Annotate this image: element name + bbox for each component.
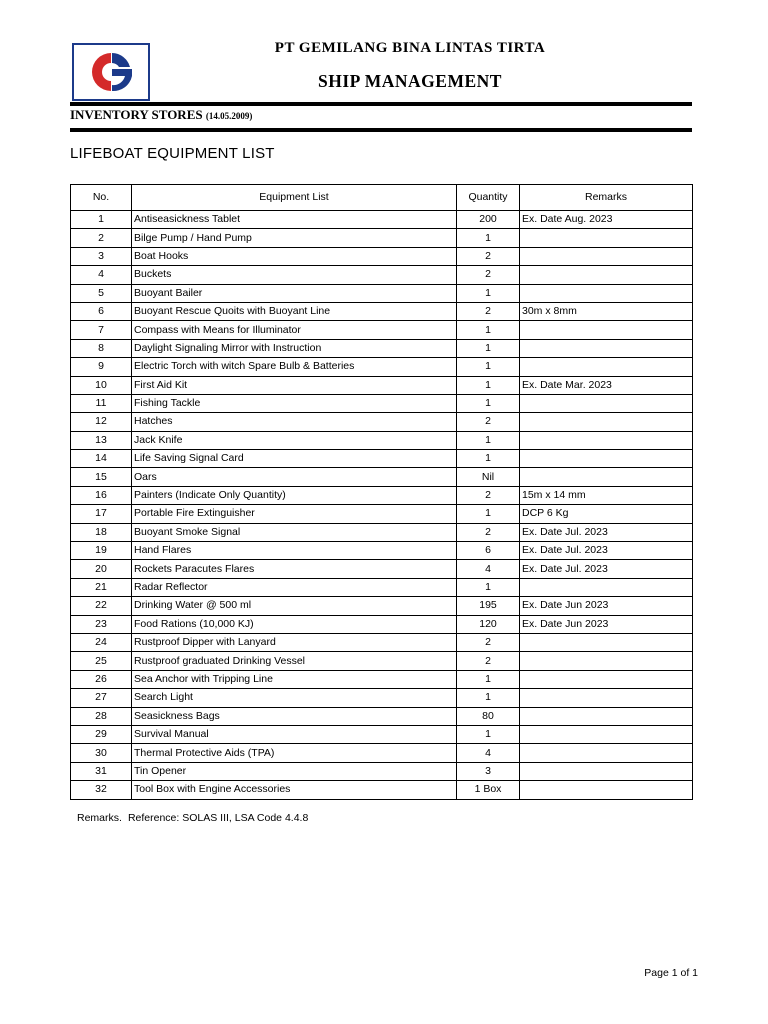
cell-remarks <box>520 394 693 412</box>
header-remarks: Remarks <box>520 185 693 211</box>
cell-quantity: 1 <box>457 229 520 247</box>
cell-no: 11 <box>71 394 132 412</box>
cell-quantity: 2 <box>457 486 520 504</box>
cell-quantity: 200 <box>457 211 520 229</box>
cell-quantity: 195 <box>457 597 520 615</box>
cell-quantity: 4 <box>457 560 520 578</box>
cell-equipment: Antiseasickness Tablet <box>132 211 457 229</box>
cell-equipment: Drinking Water @ 500 ml <box>132 597 457 615</box>
table-body <box>71 211 693 800</box>
cell-no: 19 <box>71 542 132 560</box>
inventory-heading <box>70 107 252 123</box>
cell-no: 15 <box>71 468 132 486</box>
remarks-note <box>77 812 308 824</box>
table-row <box>71 339 693 357</box>
cell-equipment: Bilge Pump / Hand Pump <box>132 229 457 247</box>
table-row <box>71 542 693 560</box>
cell-remarks <box>520 468 693 486</box>
cell-quantity: 2 <box>457 247 520 265</box>
cell-no: 17 <box>71 505 132 523</box>
cell-remarks <box>520 266 693 284</box>
cell-equipment: Compass with Means for Illuminator <box>132 321 457 339</box>
inventory-date: (14.05.2009) <box>205 111 253 121</box>
header-quantity: Quantity <box>457 185 520 211</box>
cell-quantity: 1 <box>457 339 520 357</box>
cell-no: 25 <box>71 652 132 670</box>
cell-quantity: 2 <box>457 302 520 320</box>
cell-equipment: Hand Flares <box>132 542 457 560</box>
cell-quantity: 1 <box>457 321 520 339</box>
cell-remarks <box>520 725 693 743</box>
table-row <box>71 247 693 265</box>
cell-no: 32 <box>71 781 132 799</box>
company-name: PT GEMILANG BINA LINTAS TIRTA <box>274 40 546 56</box>
cell-equipment: Boat Hooks <box>132 247 457 265</box>
cell-equipment: Jack Knife <box>132 431 457 449</box>
table-row <box>71 505 693 523</box>
cell-no: 22 <box>71 597 132 615</box>
cell-equipment: Survival Manual <box>132 725 457 743</box>
document-title: LIFEBOAT EQUIPMENT LIST <box>70 145 275 162</box>
table-row <box>71 725 693 743</box>
cell-remarks: DCP 6 Kg <box>520 505 693 523</box>
cell-no: 30 <box>71 744 132 762</box>
cell-remarks <box>520 633 693 651</box>
cell-quantity: 1 <box>457 725 520 743</box>
table-row <box>71 486 693 504</box>
table-row <box>71 707 693 725</box>
company-logo <box>72 43 150 101</box>
cell-quantity: 120 <box>457 615 520 633</box>
table-row <box>71 394 693 412</box>
cell-equipment: First Aid Kit <box>132 376 457 394</box>
cell-no: 5 <box>71 284 132 302</box>
cell-equipment: Oars <box>132 468 457 486</box>
cell-remarks <box>520 413 693 431</box>
cell-remarks: Ex. Date Aug. 2023 <box>520 211 693 229</box>
cell-quantity: 1 <box>457 284 520 302</box>
table-row <box>71 431 693 449</box>
cell-remarks <box>520 247 693 265</box>
table-row <box>71 376 693 394</box>
division-name: SHIP MANAGEMENT <box>318 71 502 91</box>
table-row <box>71 284 693 302</box>
cell-no: 23 <box>71 615 132 633</box>
cell-quantity: 6 <box>457 542 520 560</box>
table-row <box>71 211 693 229</box>
cell-equipment: Hatches <box>132 413 457 431</box>
cell-quantity: 1 <box>457 505 520 523</box>
cell-equipment: Portable Fire Extinguisher <box>132 505 457 523</box>
cell-equipment: Rustproof graduated Drinking Vessel <box>132 652 457 670</box>
cell-quantity: 2 <box>457 266 520 284</box>
cell-equipment: Buoyant Bailer <box>132 284 457 302</box>
table-row <box>71 468 693 486</box>
header-rule-bottom <box>70 128 692 132</box>
cell-quantity: Nil <box>457 468 520 486</box>
cell-remarks: Ex. Date Mar. 2023 <box>520 376 693 394</box>
table-row <box>71 358 693 376</box>
cell-equipment: Buoyant Rescue Quoits with Buoyant Line <box>132 302 457 320</box>
cell-no: 13 <box>71 431 132 449</box>
equipment-table <box>70 184 693 800</box>
cell-remarks <box>520 578 693 596</box>
cell-quantity: 80 <box>457 707 520 725</box>
cell-no: 7 <box>71 321 132 339</box>
cell-no: 6 <box>71 302 132 320</box>
cell-equipment: Buoyant Smoke Signal <box>132 523 457 541</box>
table-row <box>71 597 693 615</box>
cell-equipment: Radar Reflector <box>132 578 457 596</box>
company-g-logo-icon <box>74 45 148 99</box>
cell-remarks <box>520 339 693 357</box>
cell-equipment: Tin Opener <box>132 762 457 780</box>
cell-remarks <box>520 450 693 468</box>
cell-remarks <box>520 762 693 780</box>
cell-quantity: 1 <box>457 358 520 376</box>
cell-no: 14 <box>71 450 132 468</box>
header-no: No. <box>71 185 132 211</box>
cell-no: 1 <box>71 211 132 229</box>
cell-equipment: Search Light <box>132 689 457 707</box>
cell-quantity: 1 <box>457 431 520 449</box>
cell-no: 31 <box>71 762 132 780</box>
cell-quantity: 1 <box>457 670 520 688</box>
table-row <box>71 560 693 578</box>
table-row <box>71 652 693 670</box>
table-row <box>71 266 693 284</box>
table-row <box>71 523 693 541</box>
cell-remarks <box>520 321 693 339</box>
table-row <box>71 633 693 651</box>
table-row <box>71 670 693 688</box>
table-row <box>71 689 693 707</box>
cell-remarks <box>520 689 693 707</box>
cell-no: 26 <box>71 670 132 688</box>
table-row <box>71 781 693 799</box>
cell-equipment: Buckets <box>132 266 457 284</box>
cell-no: 12 <box>71 413 132 431</box>
cell-equipment: Food Rations (10,000 KJ) <box>132 615 457 633</box>
cell-remarks: Ex. Date Jun 2023 <box>520 597 693 615</box>
table-row <box>71 578 693 596</box>
cell-no: 28 <box>71 707 132 725</box>
cell-no: 3 <box>71 247 132 265</box>
remarks-text: Reference: SOLAS III, LSA Code 4.4.8 <box>127 812 309 824</box>
cell-remarks: Ex. Date Jun 2023 <box>520 615 693 633</box>
cell-no: 24 <box>71 633 132 651</box>
header-rule-top <box>70 102 692 106</box>
table-row <box>71 450 693 468</box>
cell-equipment: Rockets Paracutes Flares <box>132 560 457 578</box>
cell-equipment: Painters (Indicate Only Quantity) <box>132 486 457 504</box>
table-row <box>71 229 693 247</box>
cell-remarks: 30m x 8mm <box>520 302 693 320</box>
cell-remarks <box>520 358 693 376</box>
cell-quantity: 1 <box>457 450 520 468</box>
cell-no: 4 <box>71 266 132 284</box>
cell-remarks: 15m x 14 mm <box>520 486 693 504</box>
cell-quantity: 2 <box>457 523 520 541</box>
cell-remarks <box>520 431 693 449</box>
cell-no: 27 <box>71 689 132 707</box>
table-row <box>71 615 693 633</box>
cell-equipment: Seasickness Bags <box>132 707 457 725</box>
cell-quantity: 1 <box>457 689 520 707</box>
cell-no: 21 <box>71 578 132 596</box>
cell-no: 18 <box>71 523 132 541</box>
cell-no: 16 <box>71 486 132 504</box>
cell-remarks <box>520 670 693 688</box>
table-row <box>71 302 693 320</box>
cell-equipment: Rustproof Dipper with Lanyard <box>132 633 457 651</box>
cell-quantity: 1 <box>457 578 520 596</box>
cell-no: 20 <box>71 560 132 578</box>
cell-quantity: 1 <box>457 394 520 412</box>
cell-remarks: Ex. Date Jul. 2023 <box>520 523 693 541</box>
cell-remarks <box>520 707 693 725</box>
cell-equipment: Electric Torch with witch Spare Bulb & Batteries <box>132 358 457 376</box>
cell-remarks <box>520 284 693 302</box>
cell-equipment: Thermal Protective Aids (TPA) <box>132 744 457 762</box>
cell-remarks <box>520 781 693 799</box>
cell-no: 8 <box>71 339 132 357</box>
cell-equipment: Sea Anchor with Tripping Line <box>132 670 457 688</box>
cell-quantity: 4 <box>457 744 520 762</box>
cell-remarks <box>520 229 693 247</box>
cell-no: 9 <box>71 358 132 376</box>
table-row <box>71 321 693 339</box>
cell-remarks: Ex. Date Jul. 2023 <box>520 560 693 578</box>
cell-no: 2 <box>71 229 132 247</box>
cell-quantity: 3 <box>457 762 520 780</box>
table-row <box>71 413 693 431</box>
cell-quantity: 1 <box>457 376 520 394</box>
cell-quantity: 1 Box <box>457 781 520 799</box>
remarks-label: Remarks. <box>77 812 122 824</box>
header-equipment: Equipment List <box>132 185 457 211</box>
cell-equipment: Daylight Signaling Mirror with Instruction <box>132 339 457 357</box>
table-row <box>71 762 693 780</box>
table-header-row <box>71 185 693 211</box>
cell-equipment: Life Saving Signal Card <box>132 450 457 468</box>
inventory-label: INVENTORY STORES <box>70 107 203 122</box>
cell-no: 29 <box>71 725 132 743</box>
cell-quantity: 2 <box>457 633 520 651</box>
cell-remarks <box>520 744 693 762</box>
cell-quantity: 2 <box>457 652 520 670</box>
cell-remarks <box>520 652 693 670</box>
page-number: Page 1 of 1 <box>644 967 698 979</box>
table-row <box>71 744 693 762</box>
cell-remarks: Ex. Date Jul. 2023 <box>520 542 693 560</box>
cell-quantity: 2 <box>457 413 520 431</box>
cell-no: 10 <box>71 376 132 394</box>
cell-equipment: Fishing Tackle <box>132 394 457 412</box>
cell-equipment: Tool Box with Engine Accessories <box>132 781 457 799</box>
